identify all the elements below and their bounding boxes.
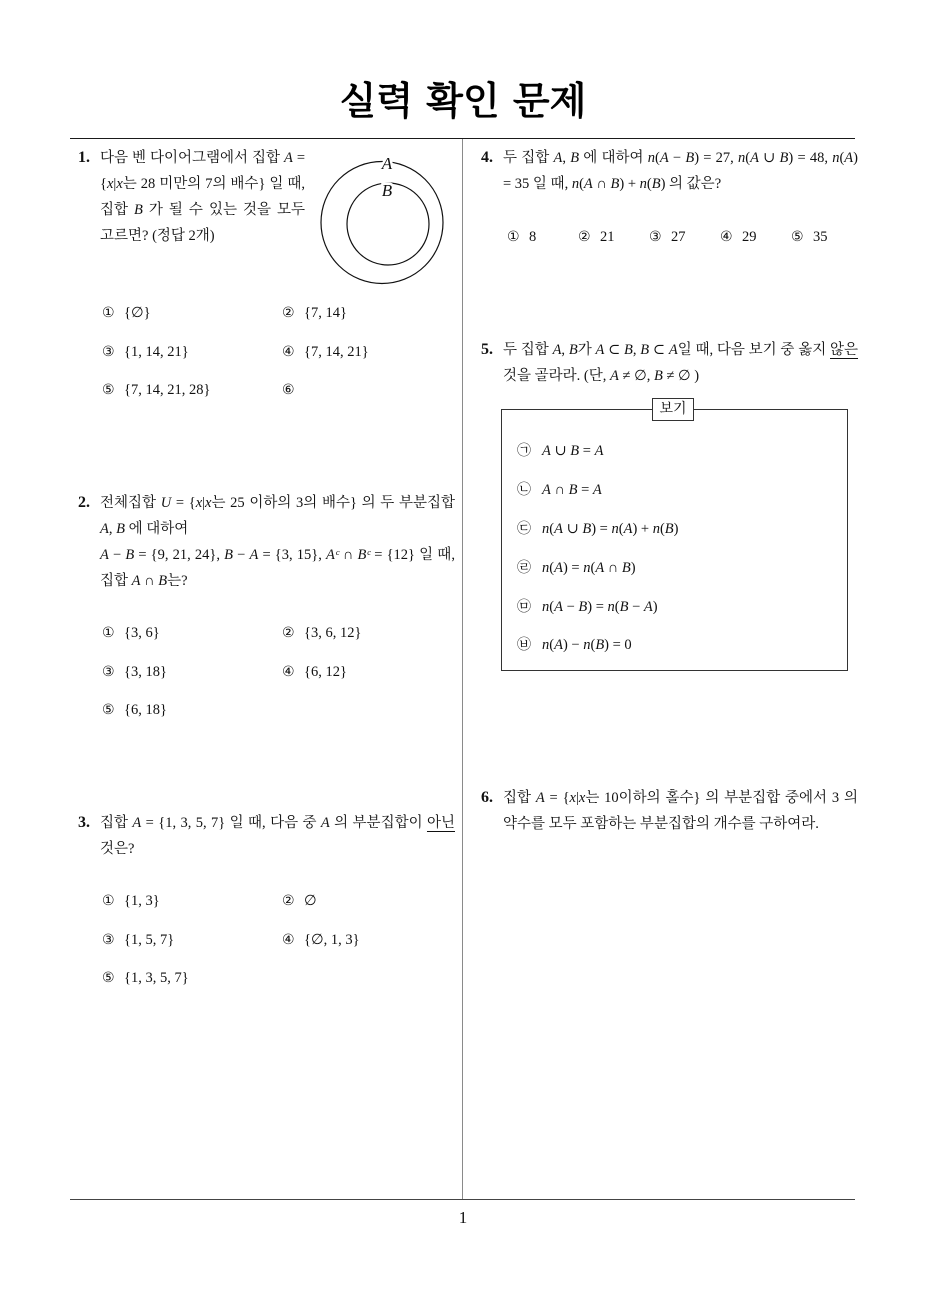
math-variable: x	[116, 176, 123, 192]
answer-choice-5	[102, 968, 282, 988]
math-variable: A	[535, 790, 545, 806]
problem-number: 4.	[481, 149, 493, 166]
problem-text-line: A − B = {9, 21, 24}, B − A = {3, 15}, Aᶜ ∩ Bᶜ = {12} 일 때, 집합 A ∩ B는?	[100, 547, 455, 589]
problem-text	[100, 490, 455, 594]
math-variable: A	[554, 559, 563, 576]
statement-item-3	[517, 519, 837, 539]
answer-choice-3	[102, 930, 282, 950]
answer-choices	[102, 294, 462, 410]
statement-formula: A ∩ B = A	[542, 482, 602, 499]
math-variable: B	[595, 637, 605, 654]
math-variable: B	[578, 598, 588, 615]
statement-item-5	[517, 597, 837, 617]
math-variable: n	[611, 520, 619, 537]
math-variable: A	[595, 342, 605, 358]
math-variable: n	[542, 637, 550, 654]
math-variable: B	[134, 202, 143, 218]
statement-marker: ㉢	[517, 520, 531, 537]
choice-number-marker: ②	[282, 625, 295, 642]
math-variable: B	[664, 520, 674, 537]
choice-value: {∅, 1, 3}	[304, 931, 360, 948]
statement-item-4	[517, 558, 837, 578]
math-variable: x	[205, 495, 212, 511]
math-variable: B	[779, 150, 789, 166]
choice-value: {7, 14}	[304, 305, 347, 322]
math-variable: A	[100, 521, 109, 537]
answer-choice-1	[102, 891, 282, 911]
math-variable: x	[106, 176, 114, 192]
choice-number-marker: ⑤	[102, 970, 115, 987]
page-title: 실력 확인 문제	[339, 79, 587, 123]
choice-value: 29	[742, 229, 757, 245]
math-variable: B	[621, 559, 631, 576]
choice-number-marker: ①	[102, 305, 115, 322]
statement-formula: A ∪ B = A	[542, 443, 604, 460]
math-variable: A	[592, 482, 602, 499]
page-number: 1	[458, 1208, 468, 1227]
problem-number: 3.	[78, 814, 90, 831]
choice-number-marker: ②	[282, 893, 295, 910]
choice-value: {6, 18}	[124, 702, 167, 719]
math-variable: A	[100, 547, 109, 563]
choice-number-marker: ⑤	[102, 382, 115, 399]
problem-text-line: 전체집합 U = {x|x는 25 이하의 3의 배수} 의 두 부분집합 A, B 에 대하여	[100, 495, 455, 537]
choice-number-marker: ⑤	[102, 702, 115, 719]
problem-text: 다음 벤 다이어그램에서 집합 A = {x|x는 28 미만의 7의 배수} 일 때, 집합 B 가 될 수 있는 것을 모두 고르면? (정답 2개)	[100, 150, 306, 244]
math-variable: A	[623, 520, 633, 537]
choice-value: {1, 3}	[124, 893, 160, 910]
math-variable: n	[607, 598, 615, 615]
math-variable: B	[651, 176, 661, 192]
math-variable: x	[195, 495, 203, 511]
math-variable: B	[125, 547, 135, 563]
statement-marker: ㉥	[517, 637, 531, 654]
math-variable: n	[542, 559, 550, 576]
math-variable: U	[160, 495, 172, 511]
math-variable: B	[685, 150, 695, 166]
choice-number-marker: ②	[578, 229, 591, 245]
math-variable: A	[594, 443, 604, 460]
math-variable: A	[554, 598, 563, 615]
column-divider	[462, 139, 463, 1199]
footer-rule	[70, 1199, 855, 1200]
answer-choices	[102, 882, 462, 998]
math-variable: A	[554, 520, 563, 537]
math-variable: Aᶜ	[326, 547, 339, 563]
math-variable: n	[832, 150, 840, 166]
choice-value: {1, 5, 7}	[124, 931, 175, 948]
underlined-keyword: 않은	[830, 342, 859, 358]
problem-text-part: 집합 A = {1, 3, 5, 7} 일 때, 다음 중 A 의 부분집합이	[100, 815, 427, 831]
problem-text	[503, 337, 858, 389]
choice-value: 21	[600, 229, 615, 245]
math-variable: B	[619, 598, 629, 615]
underlined-keyword: 아닌	[426, 815, 455, 831]
math-variable: n	[542, 598, 550, 615]
answer-choice-2	[282, 891, 462, 911]
math-variable: A	[132, 815, 142, 831]
answer-choice-2	[578, 227, 649, 247]
choice-number-marker: ⑥	[282, 382, 295, 399]
answer-choice-2	[282, 623, 462, 643]
choice-value: {6, 12}	[304, 663, 347, 680]
problem-text-part: 두 집합 A, B가 A ⊂ B, B ⊂ A일 때, 다음 보기 중 옳지	[503, 342, 830, 358]
choice-number-marker: ①	[507, 229, 520, 245]
math-variable: Bᶜ	[357, 547, 371, 563]
answer-choice-1	[102, 623, 282, 643]
math-variable: B	[568, 482, 578, 499]
math-variable: B	[624, 342, 633, 358]
math-variable: B	[116, 521, 125, 537]
example-box-label: 보기	[652, 398, 694, 421]
choice-number-marker: ②	[282, 305, 295, 322]
choice-value: 27	[671, 229, 686, 245]
choice-number-marker: ④	[282, 343, 295, 360]
math-variable: A	[844, 150, 854, 166]
venn-diagram	[316, 154, 448, 290]
math-variable: n	[542, 520, 550, 537]
problem-number: 2.	[78, 494, 90, 511]
statement-formula: n(A) − n(B) = 0	[542, 637, 632, 654]
math-variable: A	[542, 443, 551, 460]
answer-choice-5	[791, 227, 862, 247]
math-variable: B	[568, 342, 578, 358]
math-variable: n	[737, 150, 746, 166]
problem-text-part: 것은?	[100, 841, 135, 857]
choice-value: {∅}	[124, 305, 151, 322]
math-variable: n	[583, 559, 591, 576]
choice-value: 35	[813, 229, 828, 245]
math-variable: x	[569, 790, 576, 806]
math-variable: A	[554, 637, 563, 654]
problem-number: 6.	[481, 789, 493, 806]
problem-number: 5.	[481, 341, 493, 358]
math-variable: B	[582, 520, 592, 537]
math-variable: A	[583, 176, 593, 192]
math-variable: A	[320, 815, 330, 831]
choice-value: {3, 18}	[124, 663, 167, 680]
math-variable: n	[583, 637, 591, 654]
example-statements	[517, 432, 837, 665]
math-variable: A	[553, 150, 563, 166]
choice-value: {1, 3, 5, 7}	[124, 970, 189, 987]
answer-choice-1	[507, 227, 578, 247]
answer-choice-2	[282, 303, 462, 323]
answer-choice-3	[102, 662, 282, 682]
choice-number-marker: ⑤	[791, 229, 804, 245]
math-variable: A	[552, 342, 562, 358]
math-variable: B	[570, 443, 580, 460]
math-variable: n	[639, 176, 647, 192]
choice-number-marker: ③	[102, 343, 115, 360]
venn-outer-set-circle	[321, 162, 443, 284]
choice-value: 8	[529, 229, 537, 245]
answer-choices	[507, 218, 862, 256]
answer-choice-6	[282, 380, 462, 400]
answer-choice-4	[282, 930, 462, 950]
math-variable: B	[158, 573, 168, 589]
statement-formula: n(A) = n(A ∩ B)	[542, 559, 636, 576]
math-variable: A	[542, 482, 551, 499]
choice-number-marker: ④	[282, 663, 295, 680]
choice-number-marker: ③	[102, 931, 115, 948]
answer-choice-3	[649, 227, 720, 247]
choice-value: {1, 14, 21}	[124, 343, 189, 360]
answer-choice-5	[102, 380, 282, 400]
choice-number-marker: ④	[282, 931, 295, 948]
math-variable: B	[640, 342, 650, 358]
math-variable: n	[647, 150, 655, 166]
math-variable: A	[249, 547, 259, 563]
choice-value: ∅	[304, 893, 317, 910]
choice-value: {7, 14, 21, 28}	[124, 382, 211, 399]
choice-number-marker: ③	[102, 663, 115, 680]
answer-choice-5	[102, 700, 282, 720]
problem-text-part: 것을 골라라. (단, A ≠ ∅, B ≠ ∅ )	[503, 368, 700, 384]
statement-item-1	[517, 441, 837, 461]
statement-marker: ㉣	[517, 559, 531, 576]
math-variable: A	[283, 150, 293, 166]
answer-choice-4	[282, 662, 462, 682]
statement-formula: n(A ∪ B) = n(A) + n(B)	[542, 520, 679, 537]
venn-label-a: A	[381, 154, 393, 173]
math-variable: A	[668, 342, 678, 358]
choice-value: {3, 6}	[124, 625, 160, 642]
choice-value: {3, 6, 12}	[304, 625, 362, 642]
math-variable: B	[224, 547, 233, 563]
math-variable: x	[578, 790, 586, 806]
problem-number: 1.	[78, 149, 90, 166]
answer-choice-3	[102, 342, 282, 362]
math-variable: A	[750, 150, 759, 166]
math-variable: n	[652, 520, 660, 537]
math-variable: A	[595, 559, 605, 576]
math-variable: A	[659, 150, 669, 166]
math-variable: A	[643, 598, 653, 615]
statement-formula: n(A − B) = n(B − A)	[542, 598, 658, 615]
statement-marker: ㉠	[517, 443, 531, 460]
problem-text: 집합 A = {x|x는 10이하의 홀수} 의 부분집합 중에서 3 의 약수를 모두 포함하는 부분집합의 개수를 구하여라.	[503, 790, 858, 832]
choice-number-marker: ①	[102, 893, 115, 910]
math-variable: B	[653, 368, 663, 384]
math-variable: B	[610, 176, 620, 192]
statement-item-2	[517, 480, 837, 500]
choice-value: {7, 14, 21}	[304, 343, 369, 360]
statement-item-6	[517, 635, 837, 655]
choice-number-marker: ③	[649, 229, 662, 245]
choice-number-marker: ④	[720, 229, 733, 245]
answer-choice-4	[720, 227, 791, 247]
problem-text: 두 집합 A, B 에 대하여 n(A − B) = 27, n(A ∪ B) = 48, n(A) = 35 일 때, n(A ∩ B) + n(B) 의 값은?	[503, 150, 858, 192]
math-variable: A	[610, 368, 619, 384]
statement-marker: ㉤	[517, 598, 531, 615]
answer-choice-1	[102, 303, 282, 323]
problem-text	[100, 810, 455, 862]
answer-choice-4	[282, 342, 462, 362]
choice-number-marker: ①	[102, 625, 115, 642]
venn-label-b: B	[381, 181, 393, 200]
math-variable: n	[571, 176, 580, 192]
statement-marker: ㉡	[517, 482, 531, 499]
math-variable: B	[570, 150, 580, 166]
answer-choices	[102, 614, 462, 730]
math-variable: A	[131, 573, 141, 589]
